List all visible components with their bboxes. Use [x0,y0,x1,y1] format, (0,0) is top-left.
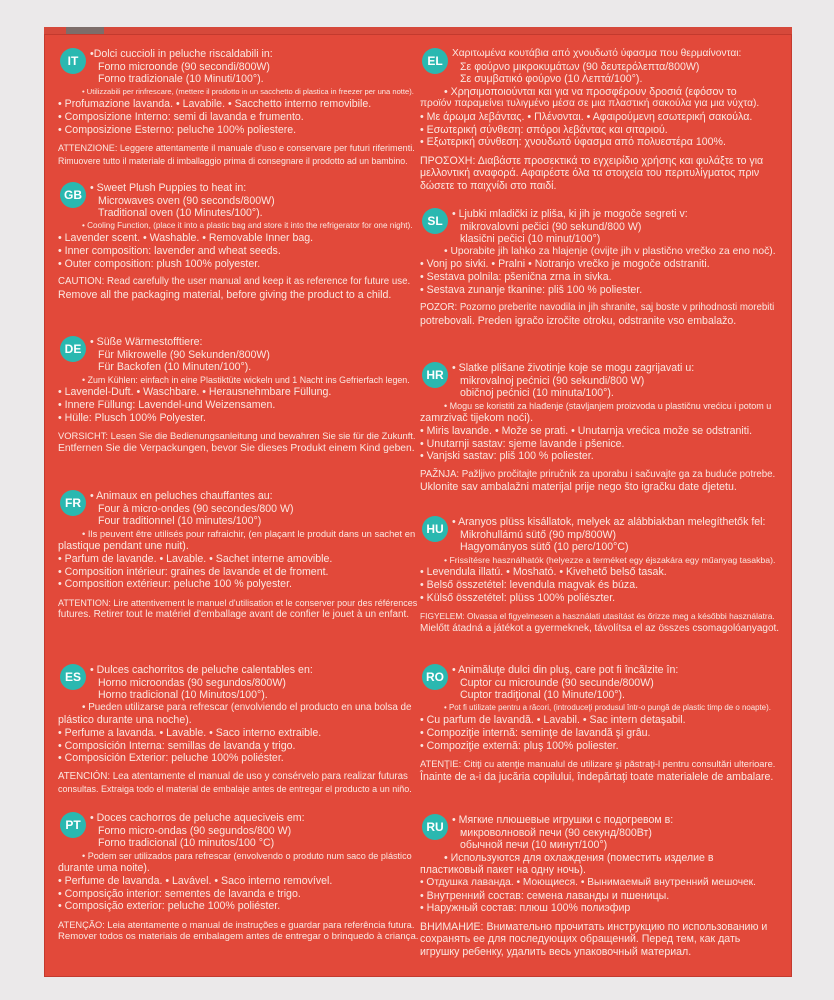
text-line: Forno tradicional (10 minutos/100 °C) [98,837,275,850]
section-text [58,48,418,167]
text-line: • Animaux en peluches chauffantes au: [90,490,273,502]
caution-text: игрушку ребенку, удалить весь упаковочный материал. [420,945,692,958]
caution-text: FIGYELEM: Olvassa el figyelmesen a használati utasítást és őrizze meg a későbbi használatra. [420,611,775,622]
text-line: Traditional oven (10 Minutes/100°). [98,207,263,220]
caution-text: ATTENZIONE: Leggere attentamente il manuale d'uso e conservare per futuri riferimenti. [58,143,415,154]
text-line: Microwaves oven (90 seconds/800W) [98,194,275,207]
text-line: • Outer composition: plush 100% polyester. [58,257,261,270]
text-line: • Miris lavande. • Može se prati. • Unutarnja vrećica može se odstraniti. [420,424,753,437]
text-line: обычной печи (10 минут/100°) [460,839,608,852]
language-badge: SL [422,208,448,234]
caution-text: potrebovali. Preden igračo izročite otroku, odstranite vso embalažo. [420,314,737,327]
caution-text: Uklonite sav ambalažni materijal prije nego što igračku date djetetu. [420,481,737,494]
text-line: • Lavender scent. • Washable. • Removable Inner bag. [58,232,314,245]
language-badge: RO [422,664,448,690]
text-line: • Compoziţie externă: pluş 100% poliester. [420,739,619,752]
text-line: • Наружный состав: плюш 100% полиэфир [420,902,631,915]
text-line: • Внутренний состав: семена лаванды и пшеницы. [420,889,670,902]
language-badge: GB [60,182,86,208]
caution-text: Rimuovere tutto il materiale di imballaggio prima di consegnare il prodotto ad un bambino. [58,155,408,166]
section-gb [58,182,418,301]
text-line: • Belső összetétel: levendula magvak és búza. [420,578,639,591]
section-hr [420,362,780,494]
section-text [58,812,418,944]
text-line: • Vonj po sivki. • Pralni • Notranjo vrečko je mogoče odstraniti. [420,258,710,271]
section-pt [58,812,418,944]
text-line: • Inner composition: lavender and wheat seeds. [58,244,281,257]
text-line: • Pueden utilizarse para refrescar (envolviendo el producto en una bolsa de [82,701,412,713]
text-line: mikrovalnoj pećnici (90 sekundi/800 W) [460,374,645,387]
text-line: Mikrohullámú sütő (90 mp/800W) [460,528,617,541]
text-line: • Cu parfum de lavandă. • Lavabil. • Sac intern detaşabil. [420,714,686,727]
caution-text: consultas. Extraiga todo el material de embalaje antes de entregar el producto a un niño. [58,784,412,795]
text-line: • Pot fi utilizate pentru a răcori, (introduceţi produsul într-o pungă de plastic timp de o noapte). [444,702,771,712]
text-line: Für Mikrowelle (90 Sekunden/800W) [98,348,270,361]
text-line: Cuptor tradiţional (10 Minute/100°). [460,689,625,702]
text-line: • Podem ser utilizados para refrescar (envolvendo o produto num saco de plástico [82,850,412,861]
text-line: Χαριτωμένα κουτάβια από χνουδωτό ύφασμα που θερμαίνονται: [452,48,742,59]
text-line: • Мягкие плюшевые игрушки с подогревом в: [452,814,674,826]
text-line: • Composition intérieur: graines de lavande et de froment. [58,565,329,578]
text-line: plastique pendant une nuit). [58,540,189,553]
text-line: • Sestava zunanje tkanine: pliš 100 % poliester. [420,283,643,296]
text-line: • Slatke plišane životinje koje se mogu zagrijavati u: [452,362,695,374]
text-line: • Sestava polnila: pšenična zrna in sivka. [420,270,612,283]
section-el [420,48,780,193]
section-text [58,664,418,796]
section-text [420,814,780,959]
section-hu [420,516,780,635]
text-line: • Εσωτερική σύνθεση: σπόροι λεβάντας και σιταριού. [420,123,668,136]
text-line: • Composição exterior: peluche 100% poliéster. [58,900,281,913]
text-line: • Ljubki mladički iz pliša, ki jih je mogoče segreti v: [452,208,688,220]
text-line: • Levendula illatú. • Mosható. • Kivehető belső tasak. [420,566,667,579]
text-line: • Utilizzabili per rinfrescare, (mettere il prodotto in un sacchetto di plastica in freezer per una notte). [82,86,414,96]
caution-text: ΠΡΟΣΟΧΗ: Διαβάστε προσεκτικά το εγχειρίδιο χρήσης και φυλάξτε το για [420,154,764,167]
language-badge: FR [60,490,86,516]
caution-text: ATENÇÃO: Leia atentamente o manual de instruções e guardar para referência futura. [58,919,415,930]
text-line: • Profumazione lavanda. • Lavabile. • Sacchetto interno removibile. [58,98,372,111]
text-line: Hagyományos sütő (10 perc/100°C) [460,541,629,554]
text-line: običnoj pećnici (10 minuta/100°). [460,387,614,400]
caution-text: ATTENTION: Lire attentivement le manuel d'utilisation et le conserver pour des références [58,597,418,608]
text-line: • Dulces cachorritos de peluche calentables en: [90,664,313,676]
text-line: •Dolci cuccioli in peluche riscaldabili in: [90,48,273,60]
text-line: микроволновой печи (90 секунд/800Вт) [460,826,652,839]
language-badge: DE [60,336,86,362]
text-line: • Hülle: Plusch 100% Polyester. [58,411,206,424]
text-line: • Frissítésre használhatók (helyezze a terméket egy éjszakára egy műanyag tasakba). [444,554,776,565]
section-text [58,182,418,301]
text-line: • Unutarnji sastav: sjeme lavande i pšenice. [420,437,625,450]
caution-text: ATENŢIE: Citiţi cu atenţie manualul de utilizare şi păstraţi-l pentru consultări ulterioare. [420,759,776,770]
text-line: • Composizione Esterno: peluche 100% poliestere. [58,123,297,136]
text-line: Cuptor cu microunde (90 secunde/800W) [460,676,654,689]
text-line: • Innere Füllung: Lavendel-und Weizensamen. [58,398,276,411]
section-text [420,48,780,193]
text-line: Four à micro-ondes (90 secondes/800 W) [98,502,294,515]
text-line: plástico durante una noche). [58,714,192,727]
text-line: • Süße Wärmestofftiere: [90,336,203,348]
section-es [58,664,418,796]
text-line: Σε φούρνο μικροκυμάτων (90 δευτερόλεπτα/800W) [460,60,700,73]
text-line: • Cooling Function, (place it into a plastic bag and store it into the refrigerator for one night). [82,220,413,230]
text-line: • Composición Interna: semillas de lavanda y trigo. [58,739,296,752]
text-line: • Aranyos plüss kisállatok, melyek az alábbiakban melegíthetők fel: [452,516,766,528]
text-line: Forno tradizionale (10 Minuti/100°). [98,73,264,86]
text-line: • Composizione Interno: semi di lavanda e frumento. [58,110,304,123]
section-text [420,208,780,327]
section-sl [420,208,780,327]
section-text [420,362,780,494]
section-text [420,664,780,783]
text-line: • Sweet Plush Puppies to heat in: [90,182,247,194]
text-line: • Mogu se koristiti za hlađenje (stavljanjem proizvoda u plastičnu vrećicu i potom u [444,400,772,411]
text-line: Forno micro-ondas (90 segundos/800 W) [98,824,292,837]
caution-text: ATENCIÓN: Lea atentamente el manual de uso y consérvelo para realizar futuras [58,770,408,782]
language-badge: EL [422,48,448,74]
caution-text: сохранять ее для последующих обращений. Перед тем, как дать [420,933,741,946]
section-ru [420,814,780,959]
text-line: • Composición Exterior: peluche 100% poliéster. [58,752,284,765]
text-line: προϊόν παραμείνει τυλιγμένο μέσα σε μια πλαστική σακούλα για μια νύχτα). [420,98,760,110]
text-line: • Perfume a lavanda. • Lavable. • Saco interno extraible. [58,726,322,739]
caution-text: Remove all the packaging material, before giving the product to a child. [58,288,392,301]
caution-text: ВНИМАНИЕ: Внимательно прочитать инструкцию по использованию и [420,920,768,933]
text-line: • Perfume de lavanda. • Lavável. • Saco interno removível. [58,874,333,887]
caution-text: Mielőtt átadná a játékot a gyermeknek, távolítsa el az összes csomagolóanyagot. [420,622,780,634]
text-line: • Εξωτερική σύνθεση: χνουδωτό ύφασμα από πολυεστέρα 100%. [420,136,726,149]
text-line: • Vanjski sastav: pliš 100 % poliester. [420,450,594,463]
text-line: • Doces cachorros de peluche aqueciveis em: [90,812,305,824]
text-line: • Отдушка лаванда. • Моющиеся. • Вынимаемый внутренний мешочек. [420,876,756,888]
section-ro [420,664,780,783]
text-line: • Με άρωμα λεβάντας. • Πλένονται. • Αφαιρούμενη εσωτερική σακούλα. [420,110,753,123]
text-line: • Animăluţe dulci din pluş, care pot fi încălzite în: [452,664,679,676]
text-line: • Külső összetétel: plüss 100% poliészter. [420,591,616,604]
caution-text: μελλοντική αναφορά. Αφαιρέστε όλα τα στοιχεία του περιτυλίγματος πριν [420,167,760,180]
language-badge: IT [60,48,86,74]
section-text [420,516,780,635]
text-line: • Ils peuvent être utilisés pour rafraichir, (en plaçant le produit dans un sachet en [82,527,416,539]
text-line: Horno tradicional (10 Minutos/100°). [98,689,268,702]
section-fr [58,490,418,622]
caution-text: CAUTION: Read carefully the user manual and keep it as reference for future use. [58,276,411,288]
caution-text: Înainte de a-i da jucăria copilului, îndepărtaţi toate materialele de ambalare. [420,770,774,783]
text-line: пластиковый пакет на одну ночь). [420,864,586,877]
text-line: • Composition extérieur: peluche 100 % polyester. [58,578,292,591]
language-badge: RU [422,814,448,840]
text-line: • Uporabite jih lahko za hlajenje (ovijte jih v plastično vrečko za eno noč). [444,245,776,257]
text-line: zamrzivač tijekom noći). [420,412,534,425]
text-line: klasični pečici (10 minut/100°) [460,233,601,246]
caution-text: POZOR: Pozorno preberite navodila in jih shranite, saj boste v prihodnosti morebiti [420,302,775,314]
caution-text: VORSICHT: Lesen Sie die Bedienungsanleitung und bewahren Sie sie für die Zukunft. [58,430,416,442]
language-badge: HR [422,362,448,388]
section-text [58,490,418,622]
caution-text: Remover todos os materiais de embalagem antes de entregar o brinquedo à criança. [58,931,419,943]
section-it [58,48,418,167]
text-line: • Lavendel-Duft. • Waschbare. • Herausnehmbare Füllung. [58,386,332,399]
text-line: • Zum Kühlen: einfach in eine Plastiktüte wickeln und 1 Nacht ins Gefrierfach legen. [82,374,410,385]
text-line: • Composição interior: sementes de lavanda e trigo. [58,887,301,900]
text-line: • Parfum de lavande. • Lavable. • Sachet interne amovible. [58,552,333,565]
language-badge: HU [422,516,448,542]
text-line: • Χρησιμοποιούνται και για να προσφέρουν δροσιά (εφόσον το [444,85,737,98]
text-line: Four traditionnel (10 minutes/100°) [98,515,262,528]
caution-text: Entfernen Sie die Verpackungen, bevor Sie dieses Produkt einem Kind geben. [58,442,415,454]
text-line: Σε συμβατικό φούρνο (10 Λεπτά/100°). [460,73,643,86]
section-de [58,336,418,455]
text-line: Forno microonde (90 secondi/800W) [98,60,270,73]
caution-text: δώσετε το παιχνίδι στο παιδί. [420,179,557,192]
language-badge: ES [60,664,86,690]
text-line: • Compoziţie internă: seminţe de lavandă şi grâu. [420,726,651,739]
text-line: Für Backofen (10 Minuten/100°). [98,361,252,374]
caution-text: futures. Retirer tout le matériel d'emballage avant de confier le jouet à un enfant. [58,609,410,621]
text-line: • Используются для охлаждения (поместить изделие в [444,851,714,864]
caution-text: PAŽNJA: Pažljivo pročitajte priručnik za uporabu i sačuvajte ga za buduće potrebe. [420,468,776,480]
text-line: mikrovalovni pečici (90 sekund/800 W) [460,220,642,233]
section-text [58,336,418,455]
text-line: Horno microondas (90 segundos/800W) [98,676,286,689]
text-line: durante uma noite). [58,862,150,875]
language-badge: PT [60,812,86,838]
